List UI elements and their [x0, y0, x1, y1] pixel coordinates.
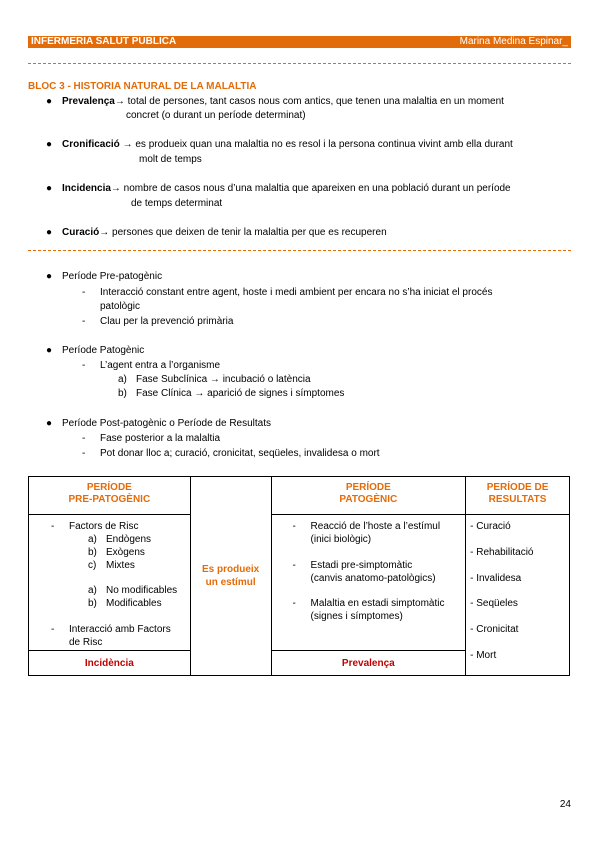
period-pre-item-cont: patològic — [100, 301, 141, 312]
period-pat-title: Període Patogènic — [62, 345, 145, 356]
dash-icon: - — [82, 316, 86, 327]
col-header-line: PATOGÈNIC — [339, 494, 398, 505]
definition-text: total de persones, tant casos nous com antics, que tenen una malaltia en un moment — [124, 96, 504, 107]
natural-history-table — [28, 476, 570, 676]
list-marker: c) — [88, 560, 97, 571]
dash-icon: - — [51, 521, 55, 532]
result-item: - Seqüeles — [470, 598, 518, 609]
definition-text-cont: molt de temps — [139, 154, 202, 165]
arrow: → — [119, 139, 133, 150]
period-pre-item: Clau per la prevenció primària — [100, 316, 234, 327]
col-header-line: RESULTATS — [488, 494, 547, 505]
page-header — [28, 36, 571, 48]
results-cell — [466, 515, 570, 676]
page-number: 24 — [559, 799, 571, 810]
definition-text: nombre de casos nous d’una malaltia que apareixen en una població durant un període — [120, 183, 511, 194]
bullet-icon: ● — [46, 418, 53, 429]
period-post-item: Fase posterior a la malaltia — [100, 433, 221, 444]
list-marker: b) — [88, 547, 97, 558]
interaction-label-cont: de Risc — [69, 637, 103, 648]
pathogenic-stages-cell — [271, 515, 466, 651]
definition-text: es produeix quan una malaltia no es resol i la persona continua vivint amb ella durant — [132, 139, 513, 150]
stimulus-cell — [190, 477, 271, 676]
definition-text-cont: concret (o durant un període determinat) — [126, 110, 306, 121]
prevalence-footer: Prevalença — [271, 651, 466, 676]
sub-marker: a) — [118, 374, 127, 385]
period-pat-sub: Fase Clínica → aparició de signes i símptomes — [136, 388, 345, 399]
list-marker: a) — [88, 534, 97, 545]
list-item: Exògens — [106, 547, 145, 558]
dash-icon: - — [292, 521, 296, 532]
header-author: Marina Medina Espinar_ — [459, 36, 568, 47]
result-item: - Rehabilitació — [470, 547, 534, 558]
arrow: → — [110, 183, 121, 194]
dash-icon: - — [82, 448, 86, 459]
bullet-icon: ● — [46, 183, 53, 194]
divider — [28, 250, 571, 251]
col-header-pat — [271, 477, 466, 515]
list-marker: a) — [88, 585, 97, 596]
result-item: - Invalidesa — [470, 573, 522, 584]
dash-icon: - — [82, 287, 86, 298]
period-pat-item: L’agent entra a l’organisme — [100, 360, 221, 371]
bullet-icon: ● — [46, 96, 53, 107]
divider — [28, 63, 571, 64]
stimulus-line: un estímul — [205, 577, 256, 588]
period-post-item: Pot donar lloc a; curació, cronicitat, seqüeles, invalidesa o mort — [100, 448, 380, 459]
stage-line: (signes i símptomes) — [310, 611, 403, 622]
arrow: → — [99, 227, 110, 238]
stage-line: (canvis anatomo-patològics) — [310, 573, 436, 584]
incidence-footer: Incidència — [29, 651, 191, 676]
pre-factors-cell — [29, 515, 191, 651]
arrow: → — [114, 96, 125, 107]
list-item: Endògens — [106, 534, 152, 545]
term: Cronificació — [62, 139, 120, 150]
definition-text-cont: de temps determinat — [131, 198, 223, 209]
stage-line: Malaltia en estadi simptomàtic — [310, 598, 445, 609]
result-item: - Mort — [470, 650, 497, 661]
dash-icon: - — [51, 624, 55, 635]
col-header-line: PERÍODE — [345, 482, 391, 493]
stimulus-line: Es produeix — [201, 564, 260, 575]
bullet-icon: ● — [46, 139, 53, 150]
col-header-line: PERÍODE DE — [486, 482, 549, 493]
period-pre-item: Interacció constant entre agent, hoste i medi ambient per encara no s’ha iniciat el procés — [100, 287, 493, 298]
header-title: INFERMERIA SALUT PÚBLICA — [31, 36, 177, 47]
term: Curació — [62, 227, 100, 238]
period-pat-sub: Fase Subclínica → incubació o latència — [136, 374, 311, 385]
bullet-icon: ● — [46, 345, 53, 356]
col-header-line: PRE-PATOGÈNIC — [68, 494, 151, 505]
stage-line: Estadi pre-simptomàtic — [310, 560, 413, 571]
col-header-line: PERÍODE — [86, 482, 132, 493]
list-marker: b) — [88, 598, 97, 609]
sub-marker: b) — [118, 388, 127, 399]
term: Incidencia — [62, 183, 111, 194]
definition-text: persones que deixen de tenir la malaltia per que es recuperen — [109, 227, 387, 238]
dash-icon: - — [292, 560, 296, 571]
col-header-results — [466, 477, 570, 515]
period-post-title: Període Post-patogènic o Període de Resultats — [62, 418, 272, 429]
result-item: - Curació — [470, 521, 511, 532]
result-item: - Cronicitat — [470, 624, 519, 635]
dash-icon: - — [82, 433, 86, 444]
factor-label: Factors de Risc — [69, 521, 139, 532]
interaction-label: Interacció amb Factors — [69, 624, 171, 635]
dash-icon: - — [82, 360, 86, 371]
list-item: Modificables — [106, 598, 162, 609]
stage-line: Reacció de l’hoste a l’estímul — [310, 521, 441, 532]
col-header-pre — [29, 477, 191, 515]
term: Prevalença — [62, 96, 115, 107]
section-title: BLOC 3 - HISTORIA NATURAL DE LA MALALTIA — [28, 81, 257, 92]
list-item: No modificables — [106, 585, 178, 596]
list-item: Mixtes — [106, 560, 135, 571]
bullet-icon: ● — [46, 227, 53, 238]
bullet-icon: ● — [46, 271, 53, 282]
dash-icon: - — [292, 598, 296, 609]
period-pre-title: Període Pre-patogènic — [62, 271, 163, 282]
stage-line: (inici biològic) — [310, 534, 372, 545]
